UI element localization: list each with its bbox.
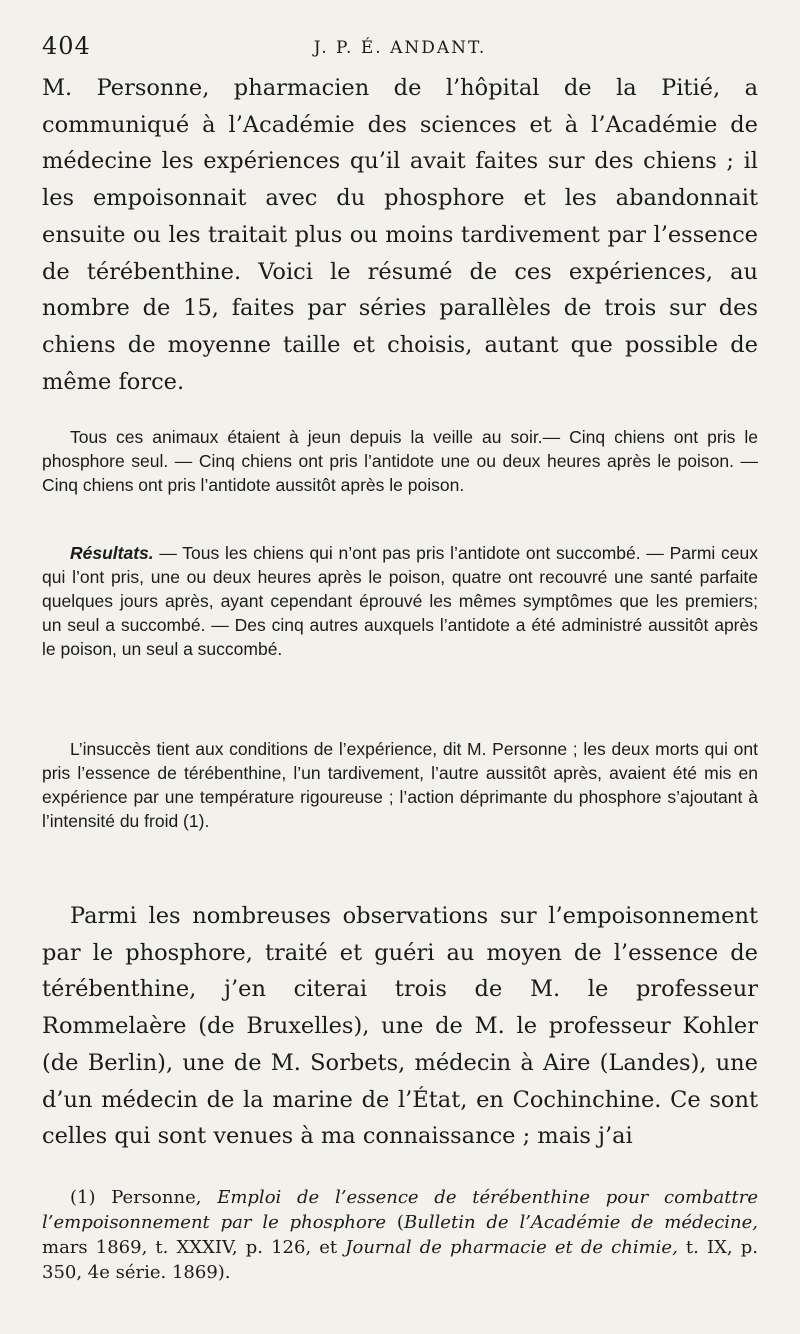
paragraph-text: L’insuccès tient aux conditions de l’expérience, dit M. Personne ; les deux morts qui ont pris l’essence de térébenthine, l’un tardivement, l’autre aussitôt après, avaient été mis en expérience par une température rigoureuse ; l’action déprimante du phosphore s’ajoutant à l’intensité du froid (1). xyxy=(42,739,758,831)
page-header xyxy=(42,32,758,68)
results-text: — Tous les chiens qui n’ont pas pris l’antidote ont succombé. — Parmi ceux qui l’ont pris, une ou deux heures après le poison, quatre ont recouvré une santé parfaite quelques jours après, ayant cependant éprouvé les mêmes symptômes que les premiers; un seul a succombé. — Des cinq autres auxquels l’antidote a été administré aussitôt après le poison, un seul a succombé. xyxy=(42,543,758,659)
paragraph-text: M. Personne, pharmacien de l’hôpital de la Pitié, a communiqué à l’Académie des sciences et à l’Académie de médecine les expériences qu’il avait faites sur des chiens ; il les empoisonnait avec du phosphore et les abandonnait ensuite ou les traitait plus ou moins tardivement par l’essence de térébenthine. Voici le résumé de ces expériences, au nombre de 15, faites par séries parallèles de trois sur des chiens de moyenne taille et choisis, autant que possible de même force. xyxy=(42,75,758,395)
footnote-title: Emploi de l’essence de térébenthine pour combattre l’empoisonnement par le phosphore xyxy=(42,1187,758,1233)
footnote-middle: mars 1869, t. XXXIV, p. 126, et xyxy=(42,1237,346,1258)
footnote-bulletin: Bulletin de l’Académie de médecine, xyxy=(403,1212,759,1233)
footnote-journal: Journal de pharmacie et de chimie, xyxy=(345,1237,678,1258)
results-label: Résultats. xyxy=(70,543,154,563)
paragraph-insucces xyxy=(42,737,758,833)
footnote-open-paren: ( xyxy=(386,1212,404,1233)
paragraph-text: Tous ces animaux étaient à jeun depuis la veille au soir.— Cinq chiens ont pris le phosphore seul. — Cinq chiens ont pris l’antidote une ou deux heures après le poison. — Cinq chiens ont pris l’antidote aussitôt après le poison. xyxy=(42,427,758,495)
paragraph-text: Parmi les nombreuses observations sur l’empoisonnement par le phosphore, traité et guéri au moyen de l’essence de térébenthine, j’en citerai trois de M. le professeur Rommelaère (de Bruxelles), une de M. le professeur Kohler (de Berlin), une de M. Sorbets, médecin à Aire (Landes), une d’un médecin de la marine de l’État, en Cochinchine. Ce sont celles qui sont venues à ma connaissance ; mais j’ai xyxy=(42,903,758,1150)
footnote-text xyxy=(42,1185,758,1285)
paragraph-observations xyxy=(42,898,758,1155)
paragraph-personne-intro xyxy=(42,70,758,400)
paragraph-results xyxy=(42,541,758,661)
footnote-marker: (1) Personne, xyxy=(70,1187,218,1208)
footnote-end: t. IX, p. 350, 4e série. 1869). xyxy=(42,1237,759,1283)
page-number: 404 xyxy=(42,32,91,60)
running-head: J. P. É. ANDANT. xyxy=(313,38,487,58)
paragraph-text xyxy=(42,541,758,661)
paragraph-animals xyxy=(42,425,758,497)
footnote xyxy=(42,1185,758,1285)
